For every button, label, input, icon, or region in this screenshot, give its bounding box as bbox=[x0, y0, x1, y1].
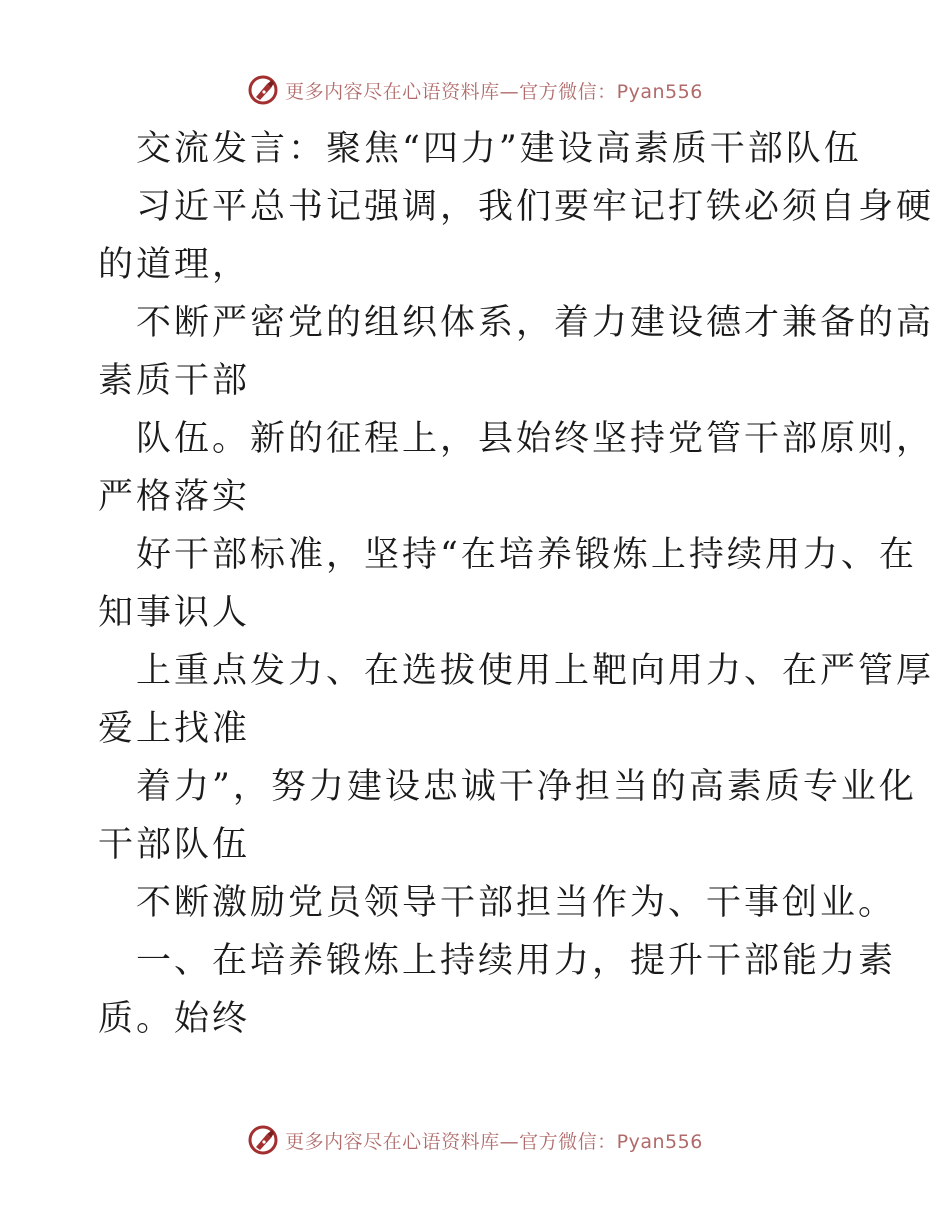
pen-nib-logo-icon bbox=[247, 1124, 279, 1156]
text-line: 干部队伍 bbox=[98, 825, 251, 865]
text-line: 不断严密党的组织体系，着力建设德才兼备的高 bbox=[136, 303, 935, 343]
pen-nib-logo-icon bbox=[247, 74, 279, 106]
document-body bbox=[98, 120, 935, 1048]
section-heading-line: 一、在培养锻炼上持续用力，提升干部能力素 bbox=[136, 941, 897, 981]
header-watermark bbox=[0, 72, 950, 108]
text-line: 习近平总书记强调，我们要牢记打铁必须自身硬 bbox=[136, 187, 935, 227]
text-line: 的道理， bbox=[98, 245, 251, 285]
text-line: 质。始终 bbox=[98, 999, 251, 1039]
text-line: 素质干部 bbox=[98, 361, 251, 401]
text-line: 着力”，努力建设忠诚干净担当的高素质专业化 bbox=[136, 767, 917, 807]
text-line: 上重点发力、在选拔使用上靶向用力、在严管厚 bbox=[136, 651, 935, 691]
document-title: 交流发言：聚焦“四力”建设高素质干部队伍 bbox=[136, 129, 862, 169]
text-line: 不断激励党员领导干部担当作为、干事创业。 bbox=[136, 883, 897, 923]
text-line: 队伍。新的征程上，县始终坚持党管干部原则， bbox=[136, 419, 935, 459]
text-line: 好干部标准，坚持“在培养锻炼上持续用力、在 bbox=[136, 535, 917, 575]
text-line: 严格落实 bbox=[98, 477, 251, 517]
watermark-text: 更多内容尽在心语资料库—官方微信：Pyan556 bbox=[285, 1130, 703, 1153]
text-line: 知事识人 bbox=[98, 593, 251, 633]
footer-watermark bbox=[0, 1122, 950, 1158]
text-line: 爱上找准 bbox=[98, 709, 251, 749]
watermark-text: 更多内容尽在心语资料库—官方微信：Pyan556 bbox=[285, 80, 703, 103]
